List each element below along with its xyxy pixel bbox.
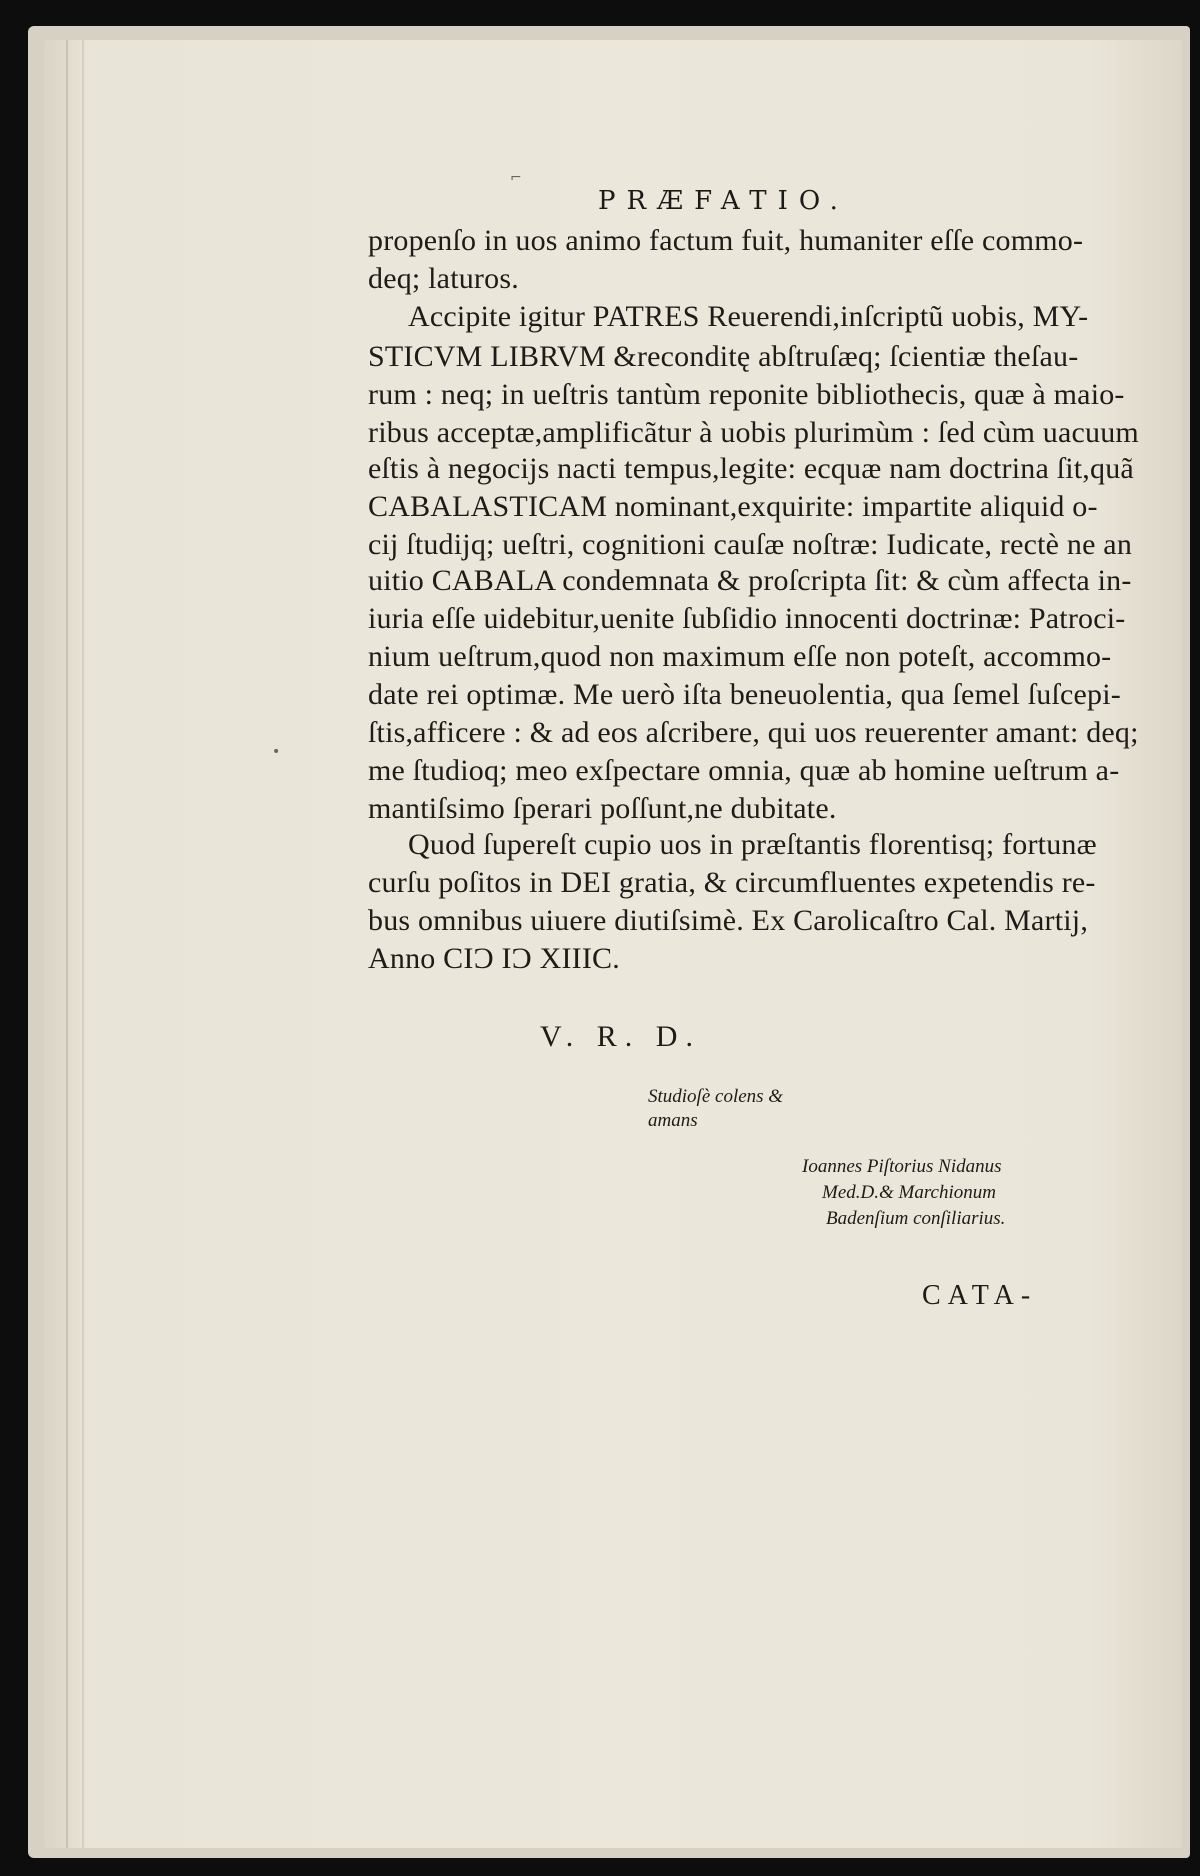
text-line: Quod ſupereſt cupio uos in præſtantis florentisq; fortunæ: [408, 828, 1097, 861]
text-line: Accipite igitur PATRES Reuerendi,inſcriptũ uobis, MY-: [408, 300, 1089, 333]
text-line: iuria eſſe uidebitur,uenite ſubſidio innocenti doctrinæ: Patroci-: [368, 602, 1126, 635]
text-line: eſtis à negocijs nacti tempus,legite: ecquæ nam doctrina ſit,quã: [368, 452, 1134, 485]
signature-line: Badenſium conſiliarius.: [826, 1208, 1006, 1229]
text-line: date rei optimæ. Me uerò iſta beneuolentia, qua ſemel ſuſcepi-: [368, 678, 1121, 711]
text-line: propenſo in uos animo factum fuit, humaniter eſſe commo-: [368, 224, 1084, 257]
catchword: CATA-: [922, 1280, 1038, 1311]
text-line: ribus acceptæ,amplificãtur à uobis plurimùm : ſed cùm uacuum: [368, 416, 1139, 449]
text-line: CABALASTICAM nominant,exquirite: impartite aliquid o-: [368, 490, 1098, 523]
closing-initials: V. R. D.: [540, 1020, 701, 1053]
gutter-line: [82, 40, 84, 1848]
ink-mark: ⌐: [510, 170, 522, 186]
text-line: rum : neq; in ueſtris tantùm reponite bibliothecis, quæ à maio-: [368, 378, 1125, 411]
running-head: PRÆFATIO.: [598, 186, 849, 216]
salutation-line: amans: [648, 1110, 698, 1131]
text-line: cij ſtudijq; ueſtri, cognitioni cauſæ noſtræ: Iudicate, rectè ne an: [368, 528, 1133, 561]
text-line: STICVM LIBRVM &reconditę abſtruſæq; ſcientiæ theſau-: [368, 340, 1079, 373]
signature-line: Ioannes Piſtorius Nidanus: [802, 1156, 1002, 1177]
text-line: Anno CIƆ IƆ XIIIC.: [368, 942, 620, 975]
text-line: me ſtudioq; meo exſpectare omnia, quæ ab homine ueſtrum a-: [368, 754, 1120, 787]
text-line: uitio CABALA condemnata & proſcripta ſit: & cùm affecta in-: [368, 564, 1132, 597]
salutation-line: Studioſè colens &: [648, 1086, 784, 1107]
text-line: nium ueſtrum,quod non maximum eſſe non poteſt, accommo-: [368, 640, 1112, 673]
signature-line: Med.D.& Marchionum: [822, 1182, 996, 1203]
text-line: deq; laturos.: [368, 262, 519, 295]
text-line: bus omnibus uiuere diutiſsimè. Ex Carolicaſtro Cal. Martij,: [368, 904, 1089, 937]
ink-mark: •: [272, 744, 281, 760]
text-line: curſu poſitos in DEI gratia, & circumfluentes expetendis re-: [368, 866, 1096, 899]
text-line: ſtis,afficere : & ad eos aſcribere, qui uos reuerenter amant: deq;: [368, 716, 1139, 749]
gutter-line: [66, 40, 68, 1848]
text-line: mantiſsimo ſperari poſſunt,ne dubitate.: [368, 792, 837, 825]
